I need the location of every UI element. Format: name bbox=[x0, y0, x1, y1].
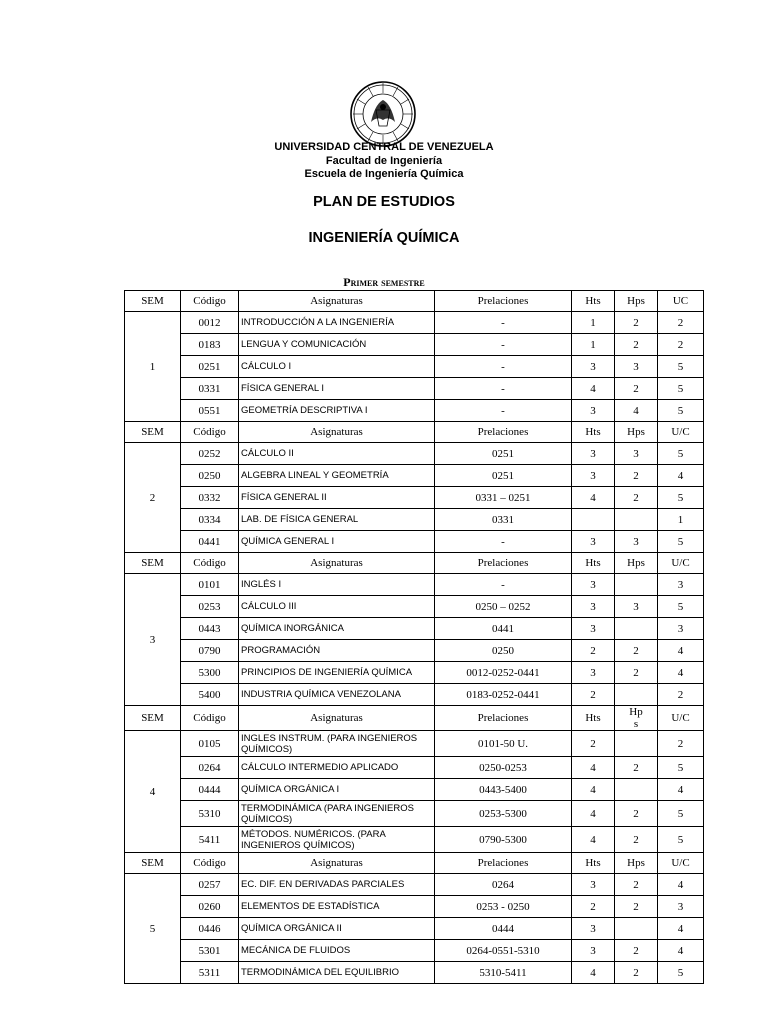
theory-hours: 4 bbox=[572, 827, 615, 853]
theory-hours bbox=[572, 509, 615, 531]
course-code: 0332 bbox=[181, 487, 239, 509]
course-name: LENGUA Y COMUNICACIÓN bbox=[239, 334, 435, 356]
table-row bbox=[125, 531, 704, 553]
column-header: SEM bbox=[125, 291, 181, 312]
table-header-row bbox=[125, 422, 704, 443]
table-row bbox=[125, 312, 704, 334]
course-code: 0551 bbox=[181, 400, 239, 422]
credit-units: 5 bbox=[658, 400, 704, 422]
credit-units: 4 bbox=[658, 918, 704, 940]
table-row bbox=[125, 334, 704, 356]
credit-units: 4 bbox=[658, 779, 704, 801]
course-name: FÍSICA GENERAL I bbox=[239, 378, 435, 400]
prerequisites: 0251 bbox=[435, 443, 572, 465]
practice-hours: 3 bbox=[615, 356, 658, 378]
theory-hours: 3 bbox=[572, 940, 615, 962]
course-code: 5310 bbox=[181, 801, 239, 827]
column-header: Prelaciones bbox=[435, 422, 572, 443]
course-code: 5300 bbox=[181, 662, 239, 684]
table-row bbox=[125, 896, 704, 918]
practice-hours bbox=[615, 509, 658, 531]
theory-hours: 3 bbox=[572, 465, 615, 487]
first-semester-title: Primer semestre bbox=[343, 275, 425, 289]
table-row bbox=[125, 356, 704, 378]
credit-units: 3 bbox=[658, 618, 704, 640]
practice-hours: 2 bbox=[615, 640, 658, 662]
table-row bbox=[125, 940, 704, 962]
table-row bbox=[125, 596, 704, 618]
course-name: INGLES INSTRUM. (PARA INGENIEROS QUÍMICOS) bbox=[239, 731, 435, 757]
course-name: INGLÉS I bbox=[239, 574, 435, 596]
practice-hours: 3 bbox=[615, 443, 658, 465]
course-name: EC. DIF. EN DERIVADAS PARCIALES bbox=[239, 874, 435, 896]
table-row bbox=[125, 574, 704, 596]
table-row bbox=[125, 378, 704, 400]
practice-hours: 2 bbox=[615, 757, 658, 779]
course-name: CÁLCULO II bbox=[239, 443, 435, 465]
theory-hours: 4 bbox=[572, 757, 615, 779]
semester-number: 2 bbox=[125, 443, 181, 553]
course-code: 0257 bbox=[181, 874, 239, 896]
course-code: 5411 bbox=[181, 827, 239, 853]
column-header: Código bbox=[181, 422, 239, 443]
table-row bbox=[125, 662, 704, 684]
column-header: Código bbox=[181, 853, 239, 874]
credit-units: 2 bbox=[658, 731, 704, 757]
course-name: ELEMENTOS DE ESTADÍSTICA bbox=[239, 896, 435, 918]
column-header: Hps bbox=[615, 291, 658, 312]
theory-hours: 1 bbox=[572, 334, 615, 356]
credit-units: 4 bbox=[658, 640, 704, 662]
course-name: QUÍMICA INORGÁNICA bbox=[239, 618, 435, 640]
course-code: 5311 bbox=[181, 962, 239, 984]
course-name: ALGEBRA LINEAL Y GEOMETRÍA bbox=[239, 465, 435, 487]
table-row bbox=[125, 801, 704, 827]
practice-hours: 2 bbox=[615, 465, 658, 487]
course-code: 0250 bbox=[181, 465, 239, 487]
prerequisites: 0250-0253 bbox=[435, 757, 572, 779]
table-row bbox=[125, 465, 704, 487]
course-name: CÁLCULO III bbox=[239, 596, 435, 618]
prerequisites: - bbox=[435, 334, 572, 356]
course-name: FÍSICA GENERAL II bbox=[239, 487, 435, 509]
prerequisites: 0264-0551-5310 bbox=[435, 940, 572, 962]
course-name: TERMODINÁMICA DEL EQUILIBRIO bbox=[239, 962, 435, 984]
credit-units: 5 bbox=[658, 757, 704, 779]
prerequisites: - bbox=[435, 400, 572, 422]
course-name: PRINCIPIOS DE INGENIERÍA QUÍMICA bbox=[239, 662, 435, 684]
practice-hours: 2 bbox=[615, 312, 658, 334]
theory-hours: 4 bbox=[572, 378, 615, 400]
course-code: 0334 bbox=[181, 509, 239, 531]
course-name: MÉTODOS. NUMÉRICOS. (PARA INGENIEROS QUÍMICOS) bbox=[239, 827, 435, 853]
practice-hours: 2 bbox=[615, 874, 658, 896]
practice-hours: 3 bbox=[615, 531, 658, 553]
column-header: Hts bbox=[572, 291, 615, 312]
credit-units: 5 bbox=[658, 596, 704, 618]
course-name: QUÍMICA GENERAL I bbox=[239, 531, 435, 553]
credit-units: 2 bbox=[658, 684, 704, 706]
table-row bbox=[125, 962, 704, 984]
prerequisites: 0251 bbox=[435, 465, 572, 487]
practice-hours bbox=[615, 731, 658, 757]
table-row bbox=[125, 731, 704, 757]
prerequisites: 0183-0252-0441 bbox=[435, 684, 572, 706]
practice-hours: 2 bbox=[615, 662, 658, 684]
course-code: 0790 bbox=[181, 640, 239, 662]
column-header: Código bbox=[181, 553, 239, 574]
credit-units: 5 bbox=[658, 356, 704, 378]
theory-hours: 3 bbox=[572, 356, 615, 378]
practice-hours: 2 bbox=[615, 378, 658, 400]
table-row bbox=[125, 757, 704, 779]
prerequisites: 0331 – 0251 bbox=[435, 487, 572, 509]
course-name: INDUSTRIA QUÍMICA VENEZOLANA bbox=[239, 684, 435, 706]
table-header-row bbox=[125, 553, 704, 574]
theory-hours: 1 bbox=[572, 312, 615, 334]
theory-hours: 2 bbox=[572, 640, 615, 662]
practice-hours: 2 bbox=[615, 896, 658, 918]
prerequisites: 0250 bbox=[435, 640, 572, 662]
theory-hours: 3 bbox=[572, 531, 615, 553]
prerequisites: - bbox=[435, 531, 572, 553]
course-name: CÁLCULO I bbox=[239, 356, 435, 378]
practice-hours: 2 bbox=[615, 827, 658, 853]
prerequisites: 0443-5400 bbox=[435, 779, 572, 801]
career-title: INGENIERÍA QUÍMICA bbox=[308, 230, 460, 246]
course-name: QUÍMICA ORGÁNICA II bbox=[239, 918, 435, 940]
course-code: 0446 bbox=[181, 918, 239, 940]
column-header: SEM bbox=[125, 706, 181, 731]
course-name: GEOMETRÍA DESCRIPTIVA I bbox=[239, 400, 435, 422]
table-row bbox=[125, 400, 704, 422]
credit-units: 4 bbox=[658, 662, 704, 684]
column-header: SEM bbox=[125, 422, 181, 443]
column-header: Prelaciones bbox=[435, 553, 572, 574]
credit-units: 3 bbox=[658, 574, 704, 596]
course-code: 0260 bbox=[181, 896, 239, 918]
prerequisites: 0790-5300 bbox=[435, 827, 572, 853]
course-name: MECÁNICA DE FLUIDOS bbox=[239, 940, 435, 962]
school-name: Escuela de Ingeniería Química bbox=[304, 168, 464, 180]
study-plan-table bbox=[124, 290, 704, 984]
column-header: Hp s bbox=[615, 706, 658, 731]
course-code: 0183 bbox=[181, 334, 239, 356]
column-header: Hts bbox=[572, 422, 615, 443]
course-code: 5400 bbox=[181, 684, 239, 706]
prerequisites: 5310-5411 bbox=[435, 962, 572, 984]
column-header: Hts bbox=[572, 853, 615, 874]
table-row bbox=[125, 779, 704, 801]
column-header: Asignaturas bbox=[239, 853, 435, 874]
theory-hours: 2 bbox=[572, 731, 615, 757]
course-code: 0444 bbox=[181, 779, 239, 801]
table-row bbox=[125, 874, 704, 896]
column-header: UC bbox=[658, 291, 704, 312]
table-row bbox=[125, 918, 704, 940]
column-header: Hps bbox=[615, 853, 658, 874]
column-header: U/C bbox=[658, 853, 704, 874]
credit-units: 4 bbox=[658, 940, 704, 962]
practice-hours: 2 bbox=[615, 487, 658, 509]
table-header-row bbox=[125, 706, 704, 731]
prerequisites: 0253 - 0250 bbox=[435, 896, 572, 918]
credit-units: 2 bbox=[658, 334, 704, 356]
course-name: LAB. DE FÍSICA GENERAL bbox=[239, 509, 435, 531]
prerequisites: - bbox=[435, 312, 572, 334]
column-header: Hts bbox=[572, 706, 615, 731]
credit-units: 5 bbox=[658, 443, 704, 465]
credit-units: 5 bbox=[658, 487, 704, 509]
column-header: SEM bbox=[125, 853, 181, 874]
column-header: Prelaciones bbox=[435, 291, 572, 312]
theory-hours: 3 bbox=[572, 596, 615, 618]
course-name: CÁLCULO INTERMEDIO APLICADO bbox=[239, 757, 435, 779]
credit-units: 5 bbox=[658, 827, 704, 853]
course-name: TERMODINÁMICA (PARA INGENIEROS QUÍMICOS) bbox=[239, 801, 435, 827]
course-code: 0253 bbox=[181, 596, 239, 618]
prerequisites: 0264 bbox=[435, 874, 572, 896]
practice-hours: 4 bbox=[615, 400, 658, 422]
practice-hours: 2 bbox=[615, 334, 658, 356]
prerequisites: 0250 – 0252 bbox=[435, 596, 572, 618]
theory-hours: 4 bbox=[572, 801, 615, 827]
credit-units: 5 bbox=[658, 531, 704, 553]
course-code: 0441 bbox=[181, 531, 239, 553]
course-code: 0251 bbox=[181, 356, 239, 378]
theory-hours: 3 bbox=[572, 874, 615, 896]
prerequisites: 0253-5300 bbox=[435, 801, 572, 827]
prerequisites: 0012-0252-0441 bbox=[435, 662, 572, 684]
theory-hours: 4 bbox=[572, 487, 615, 509]
semester-number: 3 bbox=[125, 574, 181, 706]
column-header: Prelaciones bbox=[435, 706, 572, 731]
semester-number: 1 bbox=[125, 312, 181, 422]
prerequisites: 0441 bbox=[435, 618, 572, 640]
course-code: 0252 bbox=[181, 443, 239, 465]
column-header: Asignaturas bbox=[239, 422, 435, 443]
course-code: 0105 bbox=[181, 731, 239, 757]
practice-hours bbox=[615, 918, 658, 940]
table-row bbox=[125, 640, 704, 662]
practice-hours bbox=[615, 618, 658, 640]
theory-hours: 2 bbox=[572, 684, 615, 706]
column-header: U/C bbox=[658, 422, 704, 443]
column-header: Asignaturas bbox=[239, 553, 435, 574]
prerequisites: 0101-50 U. bbox=[435, 731, 572, 757]
credit-units: 3 bbox=[658, 896, 704, 918]
university-name: UNIVERSIDAD CENTRAL DE VENEZUELA bbox=[274, 141, 494, 153]
credit-units: 2 bbox=[658, 312, 704, 334]
credit-units: 1 bbox=[658, 509, 704, 531]
table-header-row bbox=[125, 853, 704, 874]
column-header: Prelaciones bbox=[435, 853, 572, 874]
course-code: 0012 bbox=[181, 312, 239, 334]
course-code: 0101 bbox=[181, 574, 239, 596]
theory-hours: 3 bbox=[572, 574, 615, 596]
theory-hours: 3 bbox=[572, 662, 615, 684]
credit-units: 4 bbox=[658, 874, 704, 896]
theory-hours: 3 bbox=[572, 618, 615, 640]
practice-hours bbox=[615, 574, 658, 596]
table-row bbox=[125, 443, 704, 465]
column-header: U/C bbox=[658, 706, 704, 731]
prerequisites: - bbox=[435, 574, 572, 596]
theory-hours: 3 bbox=[572, 443, 615, 465]
table-row bbox=[125, 618, 704, 640]
course-name: INTRODUCCIÓN A LA INGENIERÍA bbox=[239, 312, 435, 334]
table-header-row bbox=[125, 291, 704, 312]
column-header: Asignaturas bbox=[239, 291, 435, 312]
course-code: 0264 bbox=[181, 757, 239, 779]
column-header: Hps bbox=[615, 553, 658, 574]
credit-units: 5 bbox=[658, 801, 704, 827]
credit-units: 4 bbox=[658, 465, 704, 487]
prerequisites: - bbox=[435, 378, 572, 400]
column-header: Código bbox=[181, 706, 239, 731]
column-header: SEM bbox=[125, 553, 181, 574]
theory-hours: 2 bbox=[572, 896, 615, 918]
column-header: Asignaturas bbox=[239, 706, 435, 731]
practice-hours: 2 bbox=[615, 940, 658, 962]
semester-number: 5 bbox=[125, 874, 181, 984]
theory-hours: 3 bbox=[572, 400, 615, 422]
plan-title: PLAN DE ESTUDIOS bbox=[313, 194, 455, 210]
course-code: 0331 bbox=[181, 378, 239, 400]
course-code: 0443 bbox=[181, 618, 239, 640]
prerequisites: 0331 bbox=[435, 509, 572, 531]
practice-hours: 2 bbox=[615, 801, 658, 827]
faculty-name: Facultad de Ingeniería bbox=[325, 155, 443, 167]
table-row bbox=[125, 684, 704, 706]
column-header: Código bbox=[181, 291, 239, 312]
prerequisites: - bbox=[435, 356, 572, 378]
column-header: Hps bbox=[615, 422, 658, 443]
table-row bbox=[125, 509, 704, 531]
practice-hours bbox=[615, 779, 658, 801]
credit-units: 5 bbox=[658, 962, 704, 984]
practice-hours: 3 bbox=[615, 596, 658, 618]
credit-units: 5 bbox=[658, 378, 704, 400]
course-code: 5301 bbox=[181, 940, 239, 962]
theory-hours: 4 bbox=[572, 962, 615, 984]
table-row bbox=[125, 487, 704, 509]
column-header: Hts bbox=[572, 553, 615, 574]
practice-hours: 2 bbox=[615, 962, 658, 984]
semester-number: 4 bbox=[125, 731, 181, 853]
course-name: PROGRAMACIÓN bbox=[239, 640, 435, 662]
university-seal-logo bbox=[349, 80, 417, 148]
course-name: QUÍMICA ORGÁNICA I bbox=[239, 779, 435, 801]
column-header: U/C bbox=[658, 553, 704, 574]
theory-hours: 3 bbox=[572, 918, 615, 940]
practice-hours bbox=[615, 684, 658, 706]
table-row bbox=[125, 827, 704, 853]
theory-hours: 4 bbox=[572, 779, 615, 801]
prerequisites: 0444 bbox=[435, 918, 572, 940]
